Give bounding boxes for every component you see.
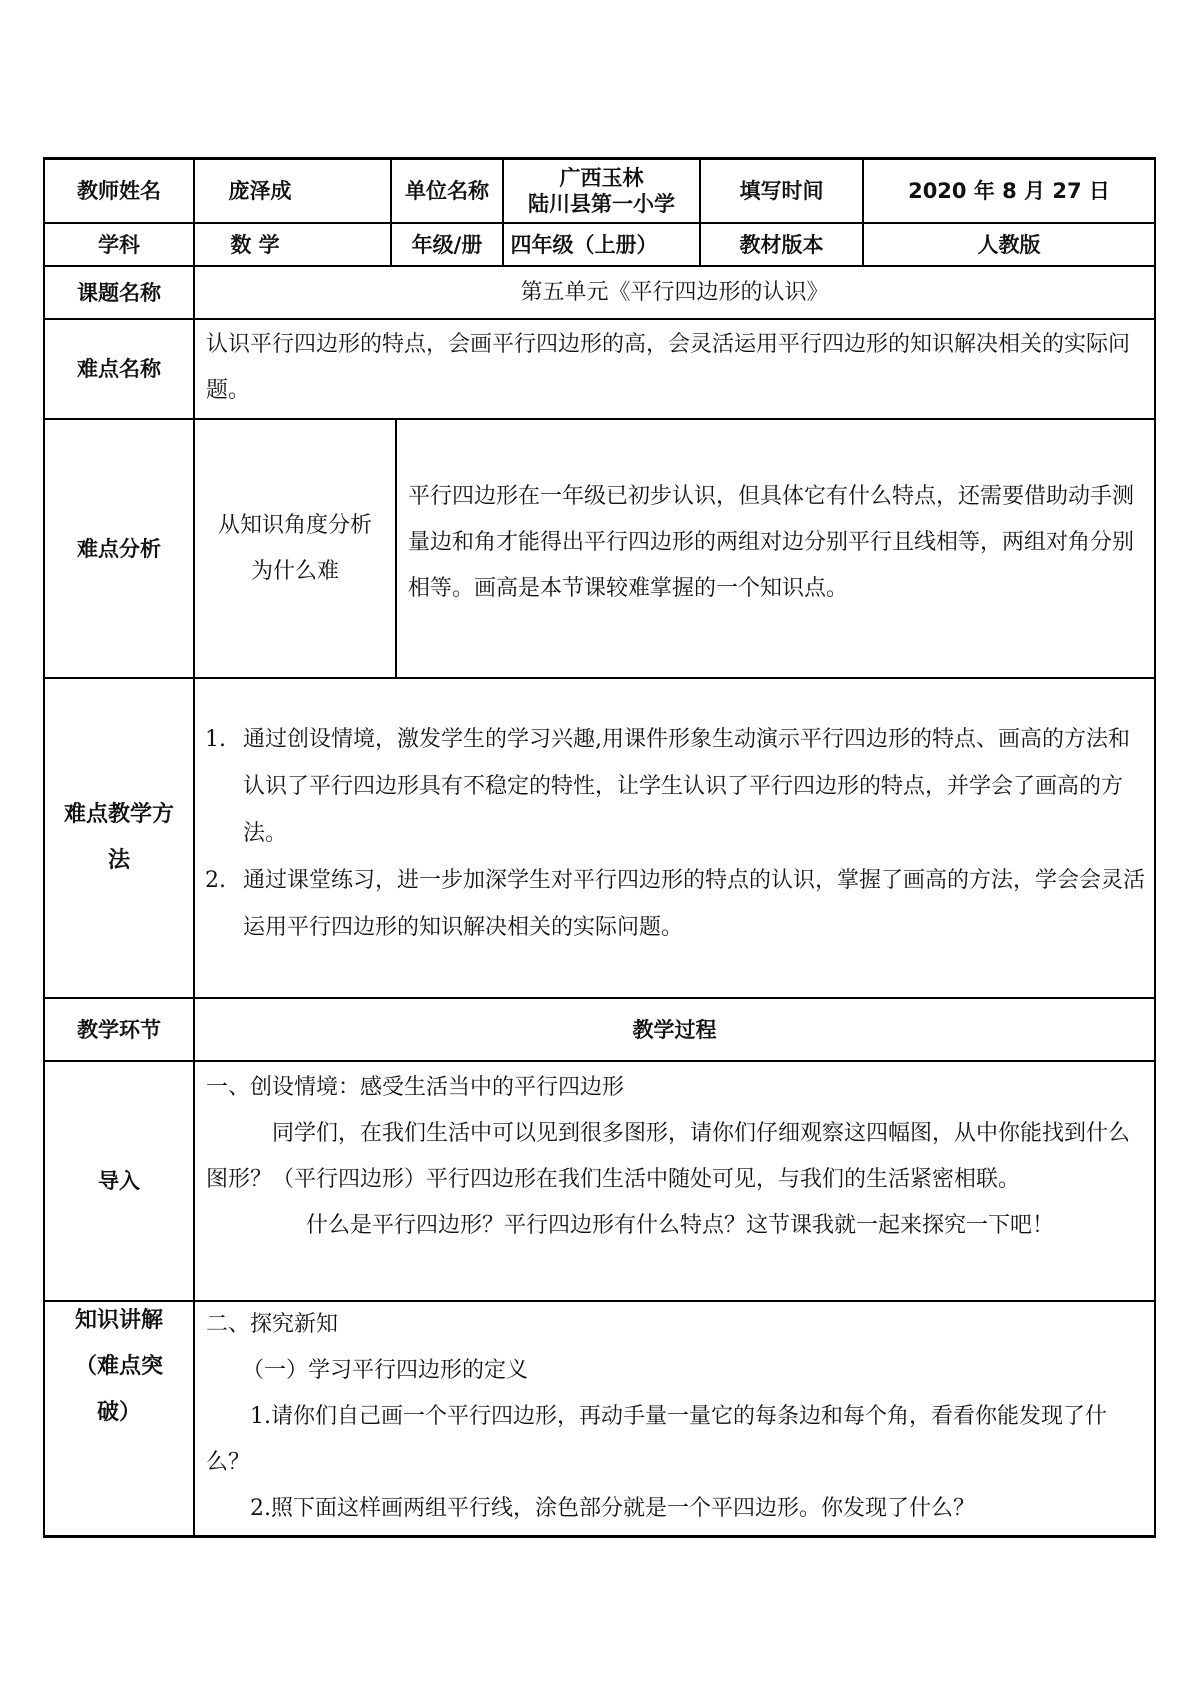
knowledge-label-line1: 知识讲解 (74, 1308, 163, 1333)
knowledge-line2: （一）学习平行四边形的定义 (242, 1358, 529, 1383)
grade-label: 年级/册 (411, 232, 483, 257)
method-item-text: 通过创设情境，激发学生的学习兴趣,用课件形象生动演示平行四边形的特点、画高的方法和认识了平行四边形具有不稳定的特性，让学生认识了平行四边形的特点，并学会了画高的方法。 (243, 727, 1130, 846)
knowledge-line3: 1.请你们自己画一个平行四边形，再动手量一量它的每条边和每个角，看看你能发现了什么？ (206, 1404, 1107, 1475)
method-item-text: 通过课堂练习，进一步加深学生对平行四边形的特点的认识，掌握了画高的方法，学会会灵活运用平行四边形的知识解决相关的实际问题。 (243, 868, 1146, 940)
unit-label: 单位名称 (405, 179, 489, 203)
method-item-num: 1. (205, 727, 226, 752)
analysis-sub-label (195, 420, 395, 677)
edition-label: 教材版本 (739, 232, 824, 257)
process-header: 教学过程 (632, 1017, 717, 1042)
topic-value: 第五单元《平行四边形的认识》 (520, 279, 829, 305)
teacher-value: 庞泽成 (228, 179, 292, 203)
subject-value: 数 学 (230, 232, 280, 257)
method-item (205, 857, 1145, 951)
teacher-label: 教师姓名 (77, 179, 161, 203)
analysis-sub-label-line1: 从知识角度分析 (217, 512, 372, 538)
analysis-label: 难点分析 (77, 536, 161, 561)
knowledge-label-line2: （难点突 (74, 1354, 163, 1379)
topic-label: 课题名称 (77, 280, 161, 305)
difficulty-value: 认识平行四边形的特点，会画平行四边形的高，会灵活运用平行四边形的知识解决相关的实际问题。 (206, 332, 1131, 403)
method-list (205, 716, 1145, 951)
analysis-sub-label-line2: 为什么难 (250, 558, 339, 584)
process-label: 教学环节 (77, 1017, 161, 1042)
knowledge-line4: 2.照下面这样画两组平行线，涂色部分就是一个平四边形。你发现了什么？ (250, 1496, 975, 1521)
subject-label: 学科 (98, 232, 140, 257)
intro-label: 导入 (98, 1169, 140, 1193)
method-label (45, 679, 193, 997)
grade-value: 四年级（上册） (510, 232, 658, 257)
difficulty-label: 难点名称 (77, 357, 161, 381)
intro-body (206, 1065, 1146, 1249)
border-right (1154, 157, 1156, 1538)
edition-value: 人教版 (977, 232, 1041, 257)
knowledge-line1: 二、探究新知 (206, 1312, 339, 1337)
border-bottom (43, 1535, 1156, 1538)
unit-value-line2: 陆川县第一小学 (528, 192, 675, 216)
analysis-value: 平行四边形在一年级已初步认识，但具体它有什么特点，还需要借助动手测量边和角才能得出平行四边形的两组对边分别平行且线相等，两组对角分别相等。画高是本节课较难掌握的一个知识点。 (408, 484, 1135, 601)
method-label-line2: 法 (107, 848, 130, 873)
intro-para1: 同学们，在我们生活中可以见到很多图形，请你们仔细观察这四幅图，从中你能找到什么图形？（平行四边形）平行四边形在我们生活中随处可见，与我们的生活紧密相联。 (206, 1121, 1131, 1192)
intro-line1: 一、创设情境：感受生活当中的平行四边形 (206, 1075, 625, 1100)
unit-value (504, 160, 699, 222)
date-value: 2020 年 8 月 27 日 (908, 179, 1110, 203)
method-item-num: 2. (205, 868, 226, 893)
intro-para2: 什么是平行四边形？平行四边形有什么特点？这节课我就一起来探究一下吧！ (306, 1213, 1055, 1238)
knowledge-body (206, 1302, 1146, 1532)
knowledge-label (45, 1302, 193, 1432)
method-item (205, 716, 1145, 857)
date-label: 填写时间 (739, 179, 824, 203)
unit-value-line1: 广西玉林 (559, 166, 644, 190)
method-label-line1: 难点教学方 (63, 802, 174, 827)
knowledge-label-line3: 破） (96, 1400, 141, 1425)
